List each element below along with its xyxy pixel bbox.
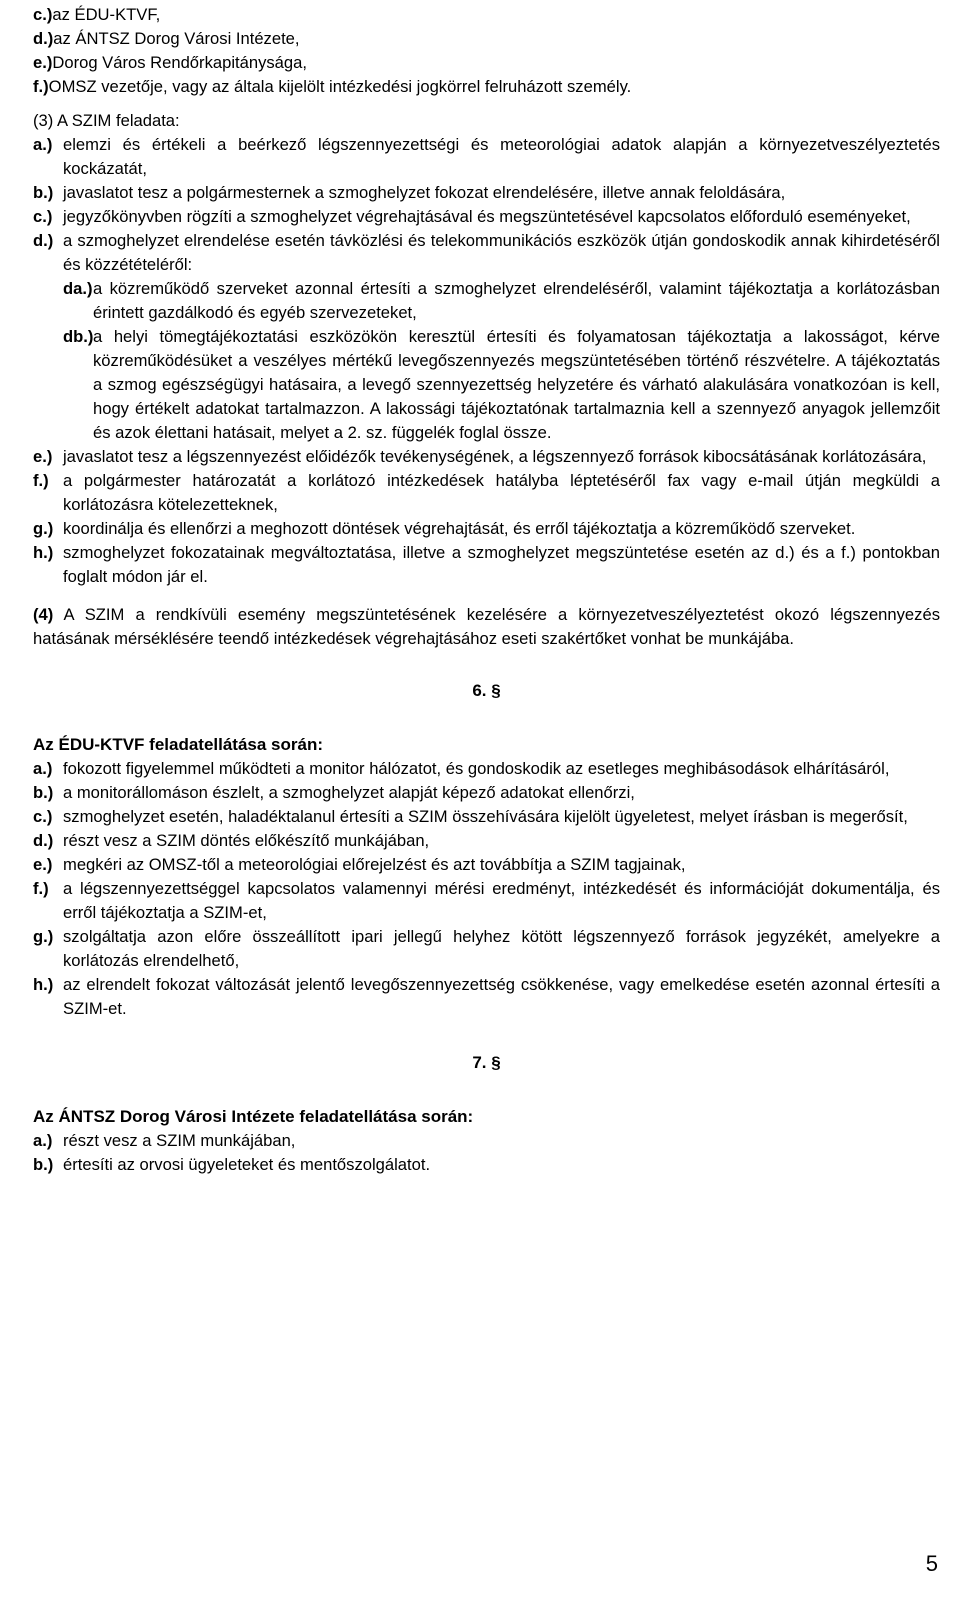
paragraph-4-text: A SZIM a rendkívüli esemény megszüntetésének kezelésére a környezetveszélyeztetést okozó légszennyezés hatásának mérséklésére teendő intézkedések végrehajtásához eseti szakértőket vonhat be munkájába. [33, 605, 940, 648]
list-item [33, 469, 940, 517]
item-text: a helyi tömegtájékoztatási eszközökön keresztül értesíti és folyamatosan tájékoztatja a lakosságot, kérve közreműködésüket a veszélyes mértékű levegőszennyezés megszüntetésében történő részvételre. A tájékoztatás a szmog egészségügyi hatásaira, a levegő szennyezettség helyzetére és várható alakulására vonatkozóan is kell, hogy értékelt adatokat tartalmazzon. A lakossági tájékoztatónak tartalmaznia kell a szennyező anyagok jellemzőit és azok élettani hatásait, melyet a 2. sz. függelék foglal össze. [93, 327, 940, 442]
item-label: db.) [63, 327, 94, 346]
item-text: a légszennyezettséggel kapcsolatos valamennyi mérési eredményt, intézkedését és információját dokumentálja, és erről tájékoztatja a SZIM-et, [63, 879, 940, 922]
section-7-list [33, 1129, 940, 1177]
list-item [33, 973, 940, 1021]
list-item [33, 781, 940, 805]
list-item [33, 205, 940, 229]
item-text: OMSZ vezetője, vagy az általa kijelölt intézkedési jogkörrel felruházott személy. [48, 77, 632, 96]
item-text: szmoghelyzet esetén, haladéktalanul értesíti a SZIM összehívására kijelölt ügyeletest, melyet írásban is megerősít, [63, 807, 908, 826]
item-label: e.) [33, 53, 53, 72]
item-text: javaslatot tesz a légszennyezést előidézők tevékenységének, a légszennyező források kibocsátásának korlátozására, [63, 447, 927, 466]
list-item [33, 829, 940, 853]
list-item [33, 133, 940, 181]
section-7-title: 7. § [472, 1053, 501, 1072]
list-item [33, 75, 940, 99]
sub-list-item [33, 277, 940, 325]
list-item [33, 925, 940, 973]
item-label: f.) [33, 879, 49, 898]
item-label: d.) [33, 29, 54, 48]
item-text: fokozott figyelemmel működteti a monitor hálózatot, és gondoskodik az esetleges meghibásodások elhárításáról, [63, 759, 890, 778]
item-label: b.) [33, 1155, 54, 1174]
item-text: az ÉDU-KTVF, [52, 5, 161, 24]
item-label: c.) [33, 807, 53, 826]
item-label: h.) [33, 975, 54, 994]
item-label: a.) [33, 1131, 53, 1150]
item-label: g.) [33, 519, 54, 538]
list-item [33, 757, 940, 781]
list-item [33, 805, 940, 829]
paragraph-4-number: (4) [33, 605, 54, 624]
item-label: f.) [33, 471, 49, 490]
item-text: Dorog Város Rendőrkapitánysága, [52, 53, 307, 72]
item-label: c.) [33, 5, 53, 24]
item-text: részt vesz a SZIM döntés előkészítő munkájában, [63, 831, 430, 850]
list-item [33, 877, 940, 925]
list-item [33, 181, 940, 205]
paragraph-4 [33, 603, 940, 651]
item-text: a szmoghelyzet elrendelése esetén távközlési és telekommunikációs eszközök útján gondoskodik annak kihirdetéséről és közzétételéről: [63, 231, 940, 274]
item-label: da.) [63, 279, 93, 298]
item-label: d.) [33, 231, 54, 250]
item-text: értesíti az orvosi ügyeleteket és mentőszolgálatot. [63, 1155, 431, 1174]
document-page [33, 3, 940, 1177]
list-item [33, 541, 940, 589]
item-label: c.) [33, 207, 53, 226]
item-text: megkéri az OMSZ-től a meteorológiai előrejelzést és azt továbbítja a SZIM tagjainak, [63, 855, 686, 874]
section-6-list [33, 757, 940, 1021]
item-label: b.) [33, 783, 54, 802]
item-label: e.) [33, 447, 53, 466]
item-text: koordinálja és ellenőrzi a meghozott döntések végrehajtását, és erről tájékoztatja a közreműködő szerveket. [63, 519, 856, 538]
list-item [33, 51, 940, 75]
list-item [33, 3, 940, 27]
item-label: d.) [33, 831, 54, 850]
list-item [33, 229, 940, 277]
list-item [33, 853, 940, 877]
item-text: szmoghelyzet fokozatainak megváltoztatása, illetve a szmoghelyzet megszüntetése esetén az d.) és a f.) pontokban foglalt módon jár el. [63, 543, 940, 586]
top-list [33, 3, 940, 99]
item-text: az elrendelt fokozat változását jelentő levegőszennyezettség csökkenése, vagy emelkedése esetén azonnal értesíti a SZIM-et. [63, 975, 940, 1018]
paragraph-3-list [33, 133, 940, 589]
item-label: a.) [33, 759, 53, 778]
item-text: részt vesz a SZIM munkájában, [63, 1131, 296, 1150]
item-text: javaslatot tesz a polgármesternek a szmoghelyzet fokozat elrendelésére, illetve annak feloldására, [63, 183, 786, 202]
list-item [33, 517, 940, 541]
section-6-heading: Az ÉDU-KTVF feladatellátása során: [33, 735, 324, 754]
item-label: e.) [33, 855, 53, 874]
item-text: a polgármester határozatát a korlátozó intézkedések hatályba léptetéséről fax vagy e-mail útján megküldi a korlátozásra kötelezetteknek, [63, 471, 940, 514]
list-item [33, 1153, 940, 1177]
paragraph-3-title: (3) A SZIM feladata: [33, 111, 180, 130]
item-text: jegyzőkönyvben rögzíti a szmoghelyzet végrehajtásával és megszüntetésével kapcsolatos előforduló eseményeket, [63, 207, 911, 226]
section-7-heading: Az ÁNTSZ Dorog Városi Intézete feladatellátása során: [33, 1107, 474, 1126]
item-label: b.) [33, 183, 54, 202]
item-text: szolgáltatja azon előre összeállított ipari jellegű helyhez kötött légszennyező források jegyzékét, amelyekre a korlátozás elrendelhető, [63, 927, 940, 970]
item-text: a monitorállomáson észlelt, a szmoghelyzet alapját képező adatokat ellenőrzi, [63, 783, 635, 802]
item-text: az ÁNTSZ Dorog Városi Intézete, [53, 29, 300, 48]
item-text: elemzi és értékeli a beérkező légszennyezettségi és meteorológiai adatok alapján a környezetveszélyeztetés kockázatát, [63, 135, 940, 178]
item-label: g.) [33, 927, 54, 946]
item-text: a közreműködő szerveket azonnal értesíti a szmoghelyzet elrendeléséről, valamint tájékoztatja a korlátozásban érintett gazdálkodó és egyéb szervezeteket, [93, 279, 940, 322]
item-label: h.) [33, 543, 54, 562]
list-item [33, 27, 940, 51]
list-item [33, 445, 940, 469]
item-label: a.) [33, 135, 53, 154]
item-label: f.) [33, 77, 49, 96]
section-6-title: 6. § [472, 681, 501, 700]
list-item [33, 1129, 940, 1153]
page-number: 5 [925, 1551, 938, 1576]
sub-list-item [33, 325, 940, 445]
